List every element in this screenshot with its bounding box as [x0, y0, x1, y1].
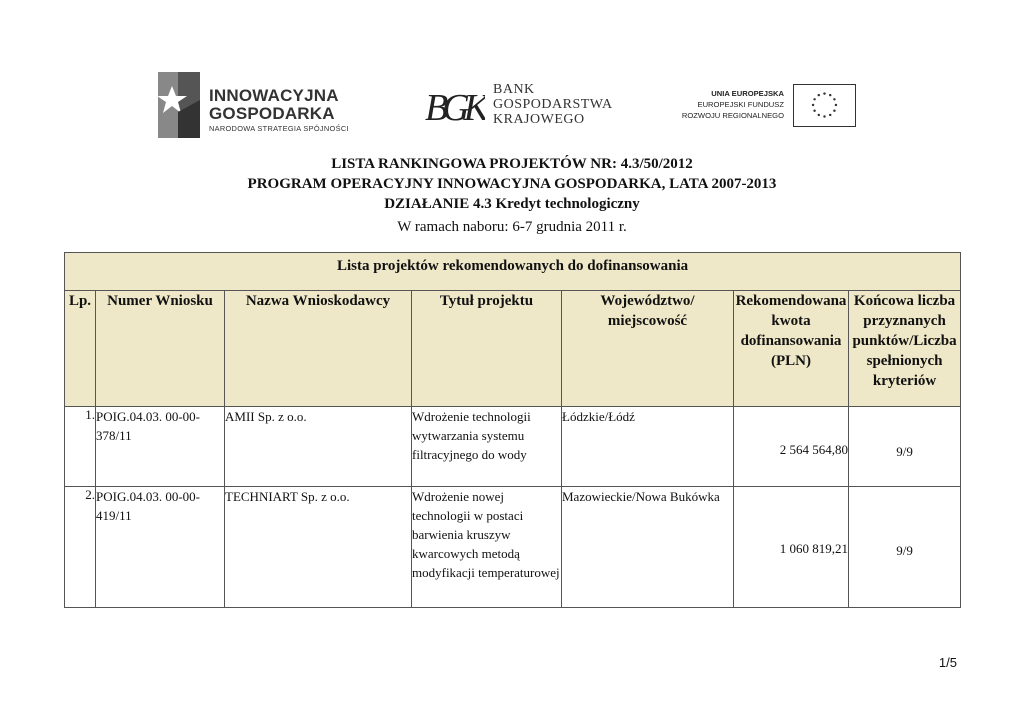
eu-logo [680, 84, 856, 128]
column-header: Numer Wniosku [96, 291, 225, 407]
program-title: PROGRAM OPERACYJNY INNOWACYJNA GOSPODARKA, LATA 2007-2013 [247, 176, 777, 192]
page-number: 1/5 [938, 655, 957, 670]
logo-text: KRAJOWEGO [493, 112, 585, 127]
logo-text: GOSPODARSTWA [493, 97, 613, 112]
table-row [65, 487, 961, 608]
table-caption: Lista projektów rekomendowanych do dofinansowania [65, 253, 961, 291]
row-application-number: POIG.04.03. 00-00-419/11 [96, 487, 225, 608]
row-region: Łódzkie/Łódź [562, 407, 734, 487]
bgk-logo [423, 82, 623, 128]
column-header: Województwo/ miejscowość [562, 291, 734, 407]
column-header: Lp. [65, 291, 96, 407]
row-points: 9/9 [896, 443, 913, 459]
row-project-title: Wdrożenie technologii wytwarzania systemu filtracyjnego do wody [412, 407, 562, 487]
innowacyjna-gospodarka-logo [152, 72, 357, 138]
logo-text: EUROPEJSKI FUNDUSZ [697, 100, 784, 109]
svg-text:BGK: BGK [425, 87, 483, 128]
document-title: LISTA RANKINGOWA PROJEKTÓW NR: 4.3/50/2012 [331, 156, 693, 172]
column-header: Tytuł projektu [412, 291, 562, 407]
row-project-title: Wdrożenie nowej technologii w postaci barwienia kruszyw kwarcowych metodą modyfikacji temperaturowej [412, 487, 562, 608]
ranking-table [64, 252, 961, 608]
row-application-number: POIG.04.03. 00-00-378/11 [96, 407, 225, 487]
row-lp: 1. [65, 407, 96, 487]
logo-text: BANK [493, 82, 535, 97]
star-flag-icon [152, 72, 202, 138]
row-amount: 1 060 819,21 [779, 541, 848, 556]
row-applicant-name: TECHNIART Sp. z o.o. [225, 487, 412, 608]
row-region: Mazowieckie/Nowa Bukówka [562, 487, 734, 608]
row-points: 9/9 [896, 543, 913, 558]
row-applicant-name: AMII Sp. z o.o. [225, 407, 412, 487]
bgk-monogram-icon [423, 84, 485, 128]
table-row [65, 407, 961, 487]
column-header: Nazwa Wnioskodawcy [225, 291, 412, 407]
logo-text: NARODOWA STRATEGIA SPÓJNOŚCI [209, 124, 349, 133]
logo-text: ROZWOJU REGIONALNEGO [681, 111, 784, 120]
row-amount: 2 564 564,80 [779, 441, 848, 457]
column-header: Końcowa liczba przyznanych punktów/Liczba spełnionych kryteriów [849, 291, 961, 407]
table-header-row [65, 291, 961, 407]
logo-text: INNOWACYJNA [209, 86, 339, 105]
call-subtitle: W ramach naboru: 6-7 grudnia 2011 r. [397, 219, 627, 235]
action-title: DZIAŁANIE 4.3 Kredyt technologiczny [384, 196, 640, 212]
logo-text: UNIA EUROPEJSKA [711, 89, 784, 98]
column-header: Rekomendowana kwota dofinansowania (PLN) [734, 291, 849, 407]
eu-flag-icon [793, 84, 856, 127]
logo-text: GOSPODARKA [209, 104, 335, 123]
row-lp: 2. [65, 487, 96, 608]
